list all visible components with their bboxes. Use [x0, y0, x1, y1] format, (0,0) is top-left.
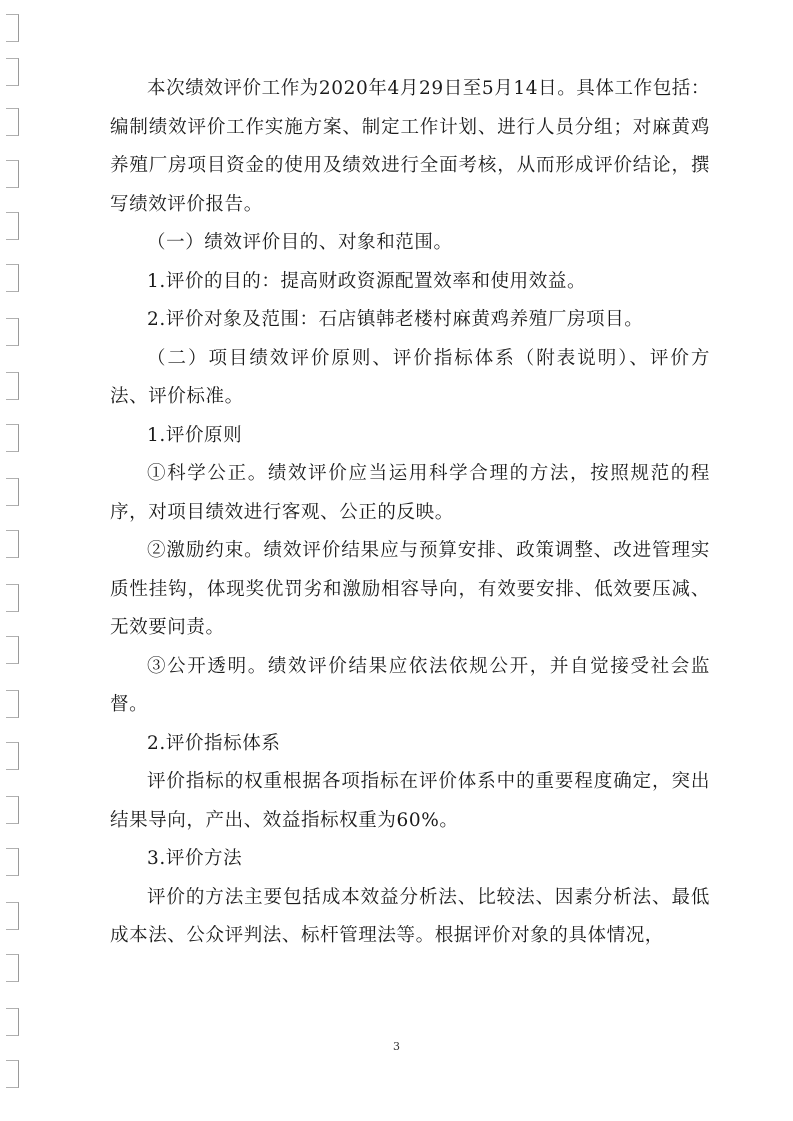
binding-mark — [6, 584, 19, 612]
binding-mark — [6, 796, 19, 824]
binding-mark — [6, 1008, 19, 1036]
paragraph-methods: 评价的方法主要包括成本效益分析法、比较法、因素分析法、最低成本法、公众评判法、标杆管理法等。根据评价对象的具体情况， — [110, 886, 710, 946]
binding-mark — [6, 1060, 19, 1088]
paragraph-evaluation-scope: 2.评价对象及范围：石店镇韩老楼村麻黄鸡养殖厂房项目。 — [147, 309, 644, 330]
paragraph-principle-fairness: ①科学公正。绩效评价应当运用科学合理的方法，按照规范的程序，对项目绩效进行客观、公正的反映。 — [110, 463, 710, 523]
binding-mark — [6, 530, 19, 558]
binding-mark — [6, 372, 19, 400]
binding-mark — [6, 690, 19, 718]
binding-marks — [0, 0, 30, 1121]
section-heading-principles: （二）项目绩效评价原则、评价指标体系（附表说明）、评价方法、评价标准。 — [110, 347, 710, 407]
paragraph-principle-transparency: ③公开透明。绩效评价结果应依法依规公开，并自觉接受社会监督。 — [110, 655, 710, 715]
binding-mark — [6, 848, 19, 876]
paragraph-evaluation-purpose: 1.评价的目的：提高财政资源配置效率和使用效益。 — [147, 270, 587, 292]
binding-mark — [6, 478, 19, 506]
page-number: 3 — [393, 1040, 400, 1053]
paragraph-principle-incentive: ②激励约束。绩效评价结果应与预算安排、政策调整、改进管理实质性挂钩，体现奖优罚劣和激励相容导向，有效要安排、低效要压减、无效要问责。 — [110, 540, 710, 638]
binding-mark — [6, 14, 19, 42]
binding-mark — [6, 636, 19, 664]
paragraph-indicator-weights: 评价指标的权重根据各项指标在评价体系中的重要程度确定，突出结果导向，产出、效益指标权重为60%。 — [110, 771, 710, 831]
subheading-indicator-system: 2.评价指标体系 — [147, 732, 281, 754]
binding-mark — [6, 264, 19, 292]
subheading-principles: 1.评价原则 — [147, 424, 243, 446]
binding-mark — [6, 160, 19, 188]
binding-mark — [6, 58, 19, 86]
binding-mark — [6, 108, 19, 136]
binding-mark — [6, 424, 19, 452]
binding-mark — [6, 318, 19, 346]
binding-mark — [6, 902, 19, 930]
binding-mark — [6, 212, 19, 240]
subheading-methods: 3.评价方法 — [147, 848, 243, 869]
binding-mark — [6, 742, 19, 770]
binding-mark — [6, 954, 19, 982]
paragraph-work-period: 本次绩效评价工作为2020年4月29日至5月14日。具体工作包括：编制绩效评价工作实施方案、制定工作计划、进行人员分组；对麻黄鸡养殖厂房项目资金的使用及绩效进行全面考核，从而形成评价结论，撰写绩效评价报告。 — [110, 78, 711, 215]
document-body — [110, 70, 710, 956]
section-heading-purpose: （一）绩效评价目的、对象和范围。 — [147, 232, 453, 253]
